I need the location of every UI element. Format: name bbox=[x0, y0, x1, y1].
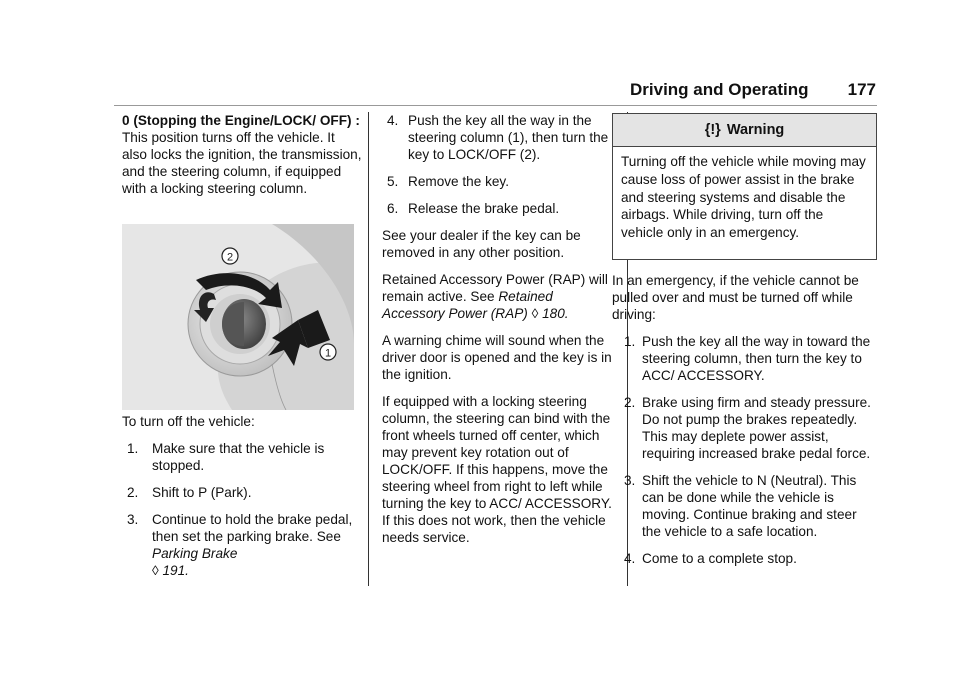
page-header bbox=[630, 80, 876, 104]
intro-text: This position turns off the vehicle. It also locks the ignition, the transmission, and the steering column, if equipped with a locking steering column. bbox=[122, 130, 362, 196]
list-item: 3. Shift the vehicle to N (Neutral). This can be done while the vehicle is moving. Continue braking and steer the vehicle to a safe location. bbox=[624, 473, 857, 539]
column-1-lower bbox=[122, 413, 362, 589]
column-1 bbox=[122, 112, 362, 207]
dealer-paragraph: See your dealer if the key can be removed in any other position. bbox=[382, 228, 581, 260]
column-divider-1 bbox=[368, 112, 369, 586]
list-item: 3. Continue to hold the brake pedal, then set the parking brake. See Parking Brake ◊ 191. bbox=[127, 512, 353, 578]
warning-triangle-icon: {!} bbox=[704, 122, 721, 138]
list-item: 4. Push the key all the way in the steering column (1), then turn the key to LOCK/OFF (2). bbox=[387, 113, 609, 162]
xref-page-180[interactable]: 180. bbox=[542, 306, 569, 321]
ignition-figure bbox=[122, 224, 354, 410]
page-number: 177 bbox=[847, 80, 876, 99]
warning-text: Turning off the vehicle while moving may cause loss of power assist in the brake and steering systems and disable the airbags. While driving, turn off the vehicle only in an emergency. bbox=[621, 154, 866, 241]
chime-paragraph: A warning chime will sound when the driver door is opened and the key is in the ignition. bbox=[382, 333, 612, 382]
xref-parking-brake[interactable]: Parking Brake bbox=[152, 546, 238, 561]
column-3 bbox=[612, 272, 876, 577]
list-item: 6. Release the brake pedal. bbox=[387, 201, 560, 216]
intro-paragraph bbox=[122, 112, 362, 197]
steering-paragraph: If equipped with a locking steering column, the steering can bind with the front wheels turned off center, which may prevent key rotation out of LOCK/OFF. If this happens, move the steering wheel from right to left while turning the key to ACC/ ACCESSORY. If this does not work, then the vehicle needs service. bbox=[382, 394, 612, 545]
column-2 bbox=[382, 112, 618, 556]
list-item: 2. Shift to P (Park). bbox=[127, 485, 252, 500]
list-item: 1. Make sure that the vehicle is stopped. bbox=[127, 441, 325, 473]
emergency-paragraph: In an emergency, if the vehicle cannot be pulled over and must be turned off while driving: bbox=[612, 273, 859, 322]
intro-label: 0 (Stopping the Engine/LOCK/ OFF) : bbox=[122, 113, 360, 128]
page-ref-icon: ◊ bbox=[531, 306, 539, 321]
turnoff-heading: To turn off the vehicle: bbox=[122, 414, 255, 429]
xref-rap[interactable]: Retained Accessory Power (RAP) bbox=[382, 289, 553, 321]
callout-1: 1 bbox=[324, 347, 332, 360]
rap-paragraph: Retained Accessory Power (RAP) will remain active. See Retained Accessory Power (RAP) ◊ 180. bbox=[382, 272, 608, 321]
page-ref-icon: ◊ bbox=[152, 563, 159, 578]
list-item: 4. Come to a complete stop. bbox=[624, 551, 797, 566]
list-item: 2. Brake using firm and steady pressure. Do not pump the brakes repeatedly. This may deplete power assist, requiring increased brake pedal force. bbox=[624, 395, 871, 461]
list-item: 5. Remove the key. bbox=[387, 174, 509, 189]
warning-box bbox=[612, 113, 877, 260]
section-title: Driving and Operating bbox=[630, 80, 809, 99]
warning-header bbox=[613, 114, 876, 147]
list-item: 1. Push the key all the way in toward the steering column, then turn the key to ACC/ ACCESSORY. bbox=[624, 334, 871, 383]
callout-2: 2 bbox=[226, 251, 234, 264]
xref-page-191[interactable]: 191. bbox=[162, 563, 189, 578]
header-rule bbox=[114, 105, 877, 106]
warning-title: Warning bbox=[726, 122, 785, 138]
ignition-illustration bbox=[122, 224, 354, 410]
